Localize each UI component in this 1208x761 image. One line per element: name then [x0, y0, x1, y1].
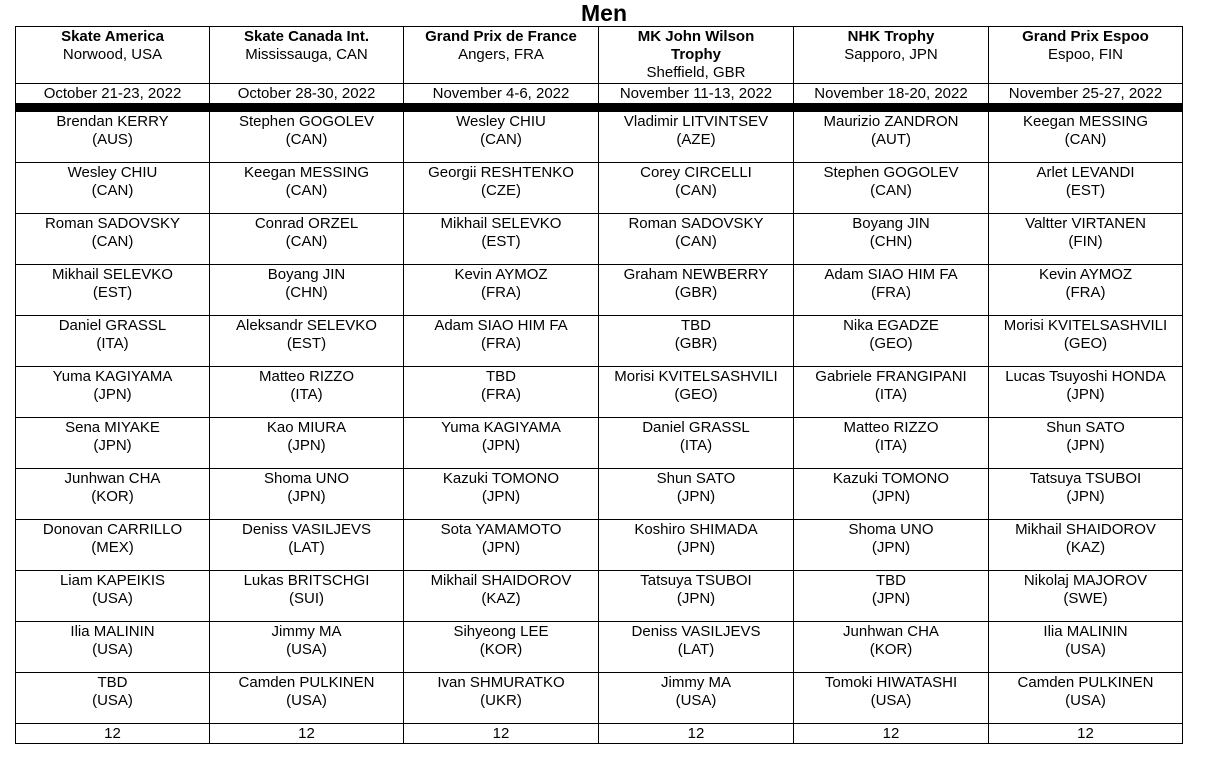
skater-country: (FRA) [481, 386, 521, 403]
skater-cell [599, 265, 794, 316]
skater-cell [16, 571, 210, 622]
skater-country: (CAN) [285, 233, 328, 250]
skater-cell [16, 520, 210, 571]
skater-name: Junhwan CHA [843, 623, 939, 640]
skater-country: (GEO) [869, 335, 913, 352]
skater-name: Lucas Tsuyoshi HONDA [1005, 368, 1166, 385]
skater-cell [404, 214, 599, 265]
skater-name: TBD [97, 674, 128, 691]
skater-country: (USA) [286, 641, 327, 658]
skater-name: Vladimir LITVINTSEV [623, 113, 769, 130]
skater-name: Mikhail SHAIDOROV [1015, 521, 1156, 538]
skater-name: Camden PULKINEN [1017, 674, 1154, 691]
skater-name: Daniel GRASSL [58, 317, 167, 334]
skater-row [16, 316, 1183, 367]
skater-name: Junhwan CHA [64, 470, 161, 487]
skater-cell [404, 112, 599, 163]
skater-name: Keegan MESSING [243, 164, 370, 181]
skater-country: (JPN) [871, 539, 911, 556]
skater-name: Morisi KVITELSASHVILI [614, 368, 778, 385]
skater-cell [210, 571, 404, 622]
skater-name: TBD [486, 368, 516, 385]
skater-name: Yuma KAGIYAMA [441, 419, 561, 436]
skater-cell [599, 469, 794, 520]
skater-cell [210, 418, 404, 469]
skater-cell [794, 316, 989, 367]
event-total: 12 [16, 724, 210, 744]
skater-cell [794, 418, 989, 469]
skater-name: Liam KAPEIKIS [59, 572, 166, 589]
skater-name: Ilia MALININ [1043, 623, 1128, 640]
skater-cell [210, 316, 404, 367]
skater-cell [599, 367, 794, 418]
skater-name: Donovan CARRILLO [42, 521, 183, 538]
skater-row [16, 571, 1183, 622]
skater-country: (USA) [92, 692, 133, 709]
event-header [404, 27, 599, 84]
skater-country: (ITA) [679, 437, 713, 454]
skater-country: (MEX) [91, 539, 134, 556]
event-total: 12 [989, 724, 1183, 744]
skater-country: (GBR) [674, 284, 718, 301]
event-name: Grand Prix de France [425, 28, 577, 45]
skater-cell [210, 214, 404, 265]
skater-cell [404, 418, 599, 469]
skater-cell [989, 673, 1183, 724]
skater-country: (CAN) [91, 182, 134, 199]
skater-country: (JPN) [676, 488, 716, 505]
skater-country: (ITA) [96, 335, 129, 352]
skater-name: Adam SIAO HIM FA [824, 266, 958, 283]
skater-row [16, 367, 1183, 418]
skater-country: (FRA) [481, 284, 521, 301]
skater-name: Shun SATO [656, 470, 736, 487]
skater-name: Wesley CHIU [456, 113, 546, 130]
skater-cell [404, 520, 599, 571]
skater-name: Sota YAMAMOTO [440, 521, 562, 538]
event-name: NHK Trophy [847, 28, 935, 45]
event-header [599, 27, 794, 84]
skater-country: (ITA) [874, 386, 908, 403]
skater-country: (KOR) [869, 641, 913, 658]
skater-cell [404, 316, 599, 367]
divider-cell [989, 104, 1183, 112]
skater-cell [794, 571, 989, 622]
skater-country: (CAN) [675, 233, 717, 250]
skater-cell [794, 265, 989, 316]
skater-name: Keegan MESSING [1022, 113, 1149, 130]
skater-cell [16, 367, 210, 418]
event-location: Sheffield, GBR [646, 64, 746, 81]
event-dates: November 4-6, 2022 [404, 84, 599, 104]
skater-country: (KAZ) [1065, 539, 1106, 556]
skater-name: Mikhail SELEVKO [440, 215, 562, 232]
skater-name: Gabriele FRANGIPANI [815, 368, 967, 385]
event-header [16, 27, 210, 84]
event-total: 12 [599, 724, 794, 744]
skater-cell [599, 316, 794, 367]
skater-country: (JPN) [1066, 488, 1105, 505]
skater-cell [210, 622, 404, 673]
skater-cell [599, 520, 794, 571]
skater-name: Nika EGADZE [843, 317, 939, 334]
skater-country: (JPN) [676, 590, 716, 607]
skater-cell [989, 163, 1183, 214]
skater-country: (JPN) [1066, 386, 1105, 403]
skater-name: Tatsuya TSUBOI [640, 572, 752, 589]
skater-row [16, 265, 1183, 316]
skater-country: (JPN) [871, 590, 911, 607]
skater-cell [404, 571, 599, 622]
skater-cell [16, 316, 210, 367]
skater-country: (CAN) [870, 182, 912, 199]
skater-name: Jimmy MA [661, 674, 731, 691]
skater-cell [794, 622, 989, 673]
skater-name: Lukas BRITSCHGI [243, 572, 370, 589]
divider-cell [404, 104, 599, 112]
skater-row [16, 622, 1183, 673]
skater-country: (SUI) [289, 590, 324, 607]
skater-cell [794, 367, 989, 418]
skater-name: Stephen GOGOLEV [823, 164, 959, 181]
event-dates: October 28-30, 2022 [210, 84, 404, 104]
skater-cell [210, 265, 404, 316]
skater-cell [210, 112, 404, 163]
skater-name: Shoma UNO [848, 521, 934, 538]
skater-cell [794, 214, 989, 265]
skater-cell [210, 469, 404, 520]
skater-name: Kevin AYMOZ [454, 266, 548, 283]
event-dates-row [16, 84, 1183, 104]
skater-name: Mikhail SELEVKO [52, 266, 173, 283]
skater-cell [794, 673, 989, 724]
skater-cell [210, 163, 404, 214]
skater-country: (ITA) [874, 437, 908, 454]
skater-cell [16, 418, 210, 469]
skater-country: (CHN) [869, 233, 913, 250]
skater-cell [16, 469, 210, 520]
divider-cell [794, 104, 989, 112]
entries-table [15, 26, 1183, 744]
skater-name: Ivan SHMURATKO [437, 674, 565, 691]
skater-cell [794, 520, 989, 571]
page-title: Men [581, 0, 627, 26]
skater-country: (FRA) [1065, 284, 1106, 301]
skater-cell [210, 673, 404, 724]
skater-cell [989, 112, 1183, 163]
skater-name: Adam SIAO HIM FA [434, 317, 568, 334]
skater-country: (SWE) [1063, 590, 1108, 607]
skater-cell [404, 265, 599, 316]
skater-name: Nikolaj MAJOROV [1023, 572, 1148, 589]
skater-cell [794, 469, 989, 520]
skater-name: Mikhail SHAIDOROV [430, 572, 572, 589]
skater-country: (JPN) [1066, 437, 1105, 454]
skater-country: (FRA) [871, 284, 911, 301]
skater-name: Kao MIURA [266, 419, 347, 436]
skater-country: (GBR) [674, 335, 718, 352]
event-total: 12 [794, 724, 989, 744]
skater-country: (AUT) [871, 131, 911, 148]
skater-cell [599, 214, 794, 265]
skater-country: (CAN) [91, 233, 134, 250]
skater-country: (USA) [1065, 641, 1106, 658]
event-location: Sapporo, JPN [844, 46, 938, 63]
skater-country: (USA) [675, 692, 717, 709]
skater-country: (UKR) [480, 692, 522, 709]
skater-name: Deniss VASILJEVS [631, 623, 761, 640]
skater-cell [989, 367, 1183, 418]
skater-country: (JPN) [481, 539, 521, 556]
skater-name: Georgii RESHTENKO [428, 164, 574, 181]
skater-name: Matteo RIZZO [258, 368, 355, 385]
skater-country: (LAT) [677, 641, 715, 658]
event-name: Skate America [61, 28, 164, 45]
skater-cell [16, 673, 210, 724]
event-header [794, 27, 989, 84]
skater-name: Shoma UNO [263, 470, 350, 487]
skater-country: (JPN) [676, 539, 716, 556]
skater-cell [599, 571, 794, 622]
skater-name: Boyang JIN [267, 266, 346, 283]
skater-name: Boyang JIN [852, 215, 930, 232]
skater-name: Tatsuya TSUBOI [1029, 470, 1142, 487]
skater-country: (JPN) [481, 488, 521, 505]
skater-name: Arlet LEVANDI [1036, 164, 1135, 181]
skater-country: (JPN) [287, 488, 326, 505]
skater-country: (CHN) [285, 284, 328, 301]
skater-row [16, 673, 1183, 724]
skater-row [16, 418, 1183, 469]
skater-name: TBD [876, 572, 906, 589]
skater-name: Kevin AYMOZ [1038, 266, 1133, 283]
skater-name: Matteo RIZZO [843, 419, 939, 436]
skater-name: Wesley CHIU [67, 164, 158, 181]
event-location: Mississauga, CAN [245, 46, 368, 63]
skater-cell [599, 673, 794, 724]
skater-country: (JPN) [93, 437, 132, 454]
skater-cell [404, 163, 599, 214]
divider-cell [16, 104, 210, 112]
skater-cell [794, 112, 989, 163]
skater-cell [599, 112, 794, 163]
skater-name: Shun SATO [1046, 419, 1125, 436]
event-name: Skate Canada Int. [243, 28, 370, 45]
event-header [210, 27, 404, 84]
skater-name: Jimmy MA [271, 623, 342, 640]
skater-name: Camden PULKINEN [238, 674, 375, 691]
skater-name: Koshiro SHIMADA [634, 521, 758, 538]
skater-country: (ITA) [290, 386, 323, 403]
skater-cell [404, 367, 599, 418]
skater-row [16, 214, 1183, 265]
skater-country: (EST) [286, 335, 327, 352]
skater-name: Maurizio ZANDRON [823, 113, 959, 130]
divider-cell [210, 104, 404, 112]
event-dates: October 21-23, 2022 [16, 84, 210, 104]
skater-country: (USA) [1065, 692, 1106, 709]
skater-country: (KOR) [479, 641, 523, 658]
skater-row [16, 520, 1183, 571]
event-dates: November 18-20, 2022 [794, 84, 989, 104]
event-location: Espoo, FIN [1047, 46, 1124, 63]
skater-country: (FRA) [481, 335, 521, 352]
skater-name: Valtter VIRTANEN [1025, 215, 1146, 232]
skater-name: Tomoki HIWATASHI [824, 674, 958, 691]
header-divider [16, 104, 1183, 112]
skater-cell [404, 673, 599, 724]
skater-cell [989, 418, 1183, 469]
skater-name: Sihyeong LEE [453, 623, 549, 640]
skater-cell [989, 469, 1183, 520]
skater-cell [989, 316, 1183, 367]
event-header-row [16, 27, 1183, 84]
event-location: Angers, FRA [458, 46, 544, 63]
skater-cell [210, 520, 404, 571]
event-location: Norwood, USA [62, 46, 163, 63]
skater-country: (LAT) [288, 539, 325, 556]
skater-name: Ilia MALININ [70, 623, 155, 640]
skater-cell [989, 622, 1183, 673]
skater-country: (CAN) [675, 182, 717, 199]
skater-country: (USA) [92, 641, 133, 658]
skater-cell [599, 622, 794, 673]
skater-name: Sena MIYAKE [65, 419, 160, 436]
skater-name: Roman SADOVSKY [628, 215, 764, 232]
skater-name: Conrad ORZEL [254, 215, 359, 232]
skater-name: Roman SADOVSKY [44, 215, 181, 232]
skater-name: Stephen GOGOLEV [238, 113, 375, 130]
skater-country: (EST) [92, 284, 133, 301]
skater-country: (GEO) [674, 386, 718, 403]
skater-cell [16, 622, 210, 673]
skater-country: (GEO) [1063, 335, 1108, 352]
skater-country: (CAN) [1064, 131, 1107, 148]
skater-cell [404, 622, 599, 673]
skater-cell [16, 112, 210, 163]
skater-country: (USA) [92, 590, 133, 607]
skater-country: (CAN) [285, 182, 328, 199]
skater-row [16, 469, 1183, 520]
skater-name: Brendan KERRY [56, 113, 169, 130]
skater-country: (JPN) [287, 437, 326, 454]
event-header [989, 27, 1183, 84]
skater-country: (AZE) [676, 131, 716, 148]
skater-cell [989, 571, 1183, 622]
skater-country: (AUS) [92, 131, 133, 148]
skater-country: (CAN) [285, 131, 328, 148]
skater-country: (KAZ) [481, 590, 521, 607]
skater-country: (JPN) [871, 488, 911, 505]
skater-country: (USA) [870, 692, 912, 709]
skater-name: Deniss VASILJEVS [242, 521, 371, 538]
skater-name: Kazuki TOMONO [832, 470, 950, 487]
skater-cell [16, 214, 210, 265]
event-dates: November 11-13, 2022 [599, 84, 794, 104]
skater-row [16, 163, 1183, 214]
skater-cell [794, 163, 989, 214]
totals-row [16, 724, 1183, 744]
skater-name: Aleksandr SELEVKO [236, 317, 377, 334]
skater-name: Corey CIRCELLI [640, 164, 752, 181]
skater-cell [16, 265, 210, 316]
skater-name: Kazuki TOMONO [442, 470, 560, 487]
skater-cell [989, 214, 1183, 265]
skater-name: Graham NEWBERRY [623, 266, 769, 283]
divider-cell [599, 104, 794, 112]
skater-name: TBD [681, 317, 711, 334]
skater-cell [989, 265, 1183, 316]
skater-cell [16, 163, 210, 214]
skater-cell [210, 367, 404, 418]
event-total: 12 [404, 724, 599, 744]
event-total: 12 [210, 724, 404, 744]
skater-name: Yuma KAGIYAMA [52, 368, 173, 385]
skater-name: Daniel GRASSL [642, 419, 750, 436]
skater-country: (KOR) [91, 488, 134, 505]
skater-country: (JPN) [93, 386, 132, 403]
event-dates: November 25-27, 2022 [989, 84, 1183, 104]
skater-cell [989, 520, 1183, 571]
skater-cell [404, 469, 599, 520]
skater-country: (EST) [481, 233, 521, 250]
skater-cell [599, 418, 794, 469]
skater-country: (JPN) [481, 437, 521, 454]
skater-row [16, 112, 1183, 163]
skater-country: (FIN) [1068, 233, 1103, 250]
skater-name: Morisi KVITELSASHVILI [1003, 317, 1168, 334]
skater-country: (USA) [286, 692, 327, 709]
skater-cell [599, 163, 794, 214]
skater-country: (EST) [1065, 182, 1106, 199]
event-name: Grand Prix Espoo [1022, 28, 1149, 45]
event-name: MK John Wilson Trophy [637, 28, 755, 63]
skater-country: (CAN) [480, 131, 522, 148]
skater-country: (CZE) [481, 182, 521, 199]
